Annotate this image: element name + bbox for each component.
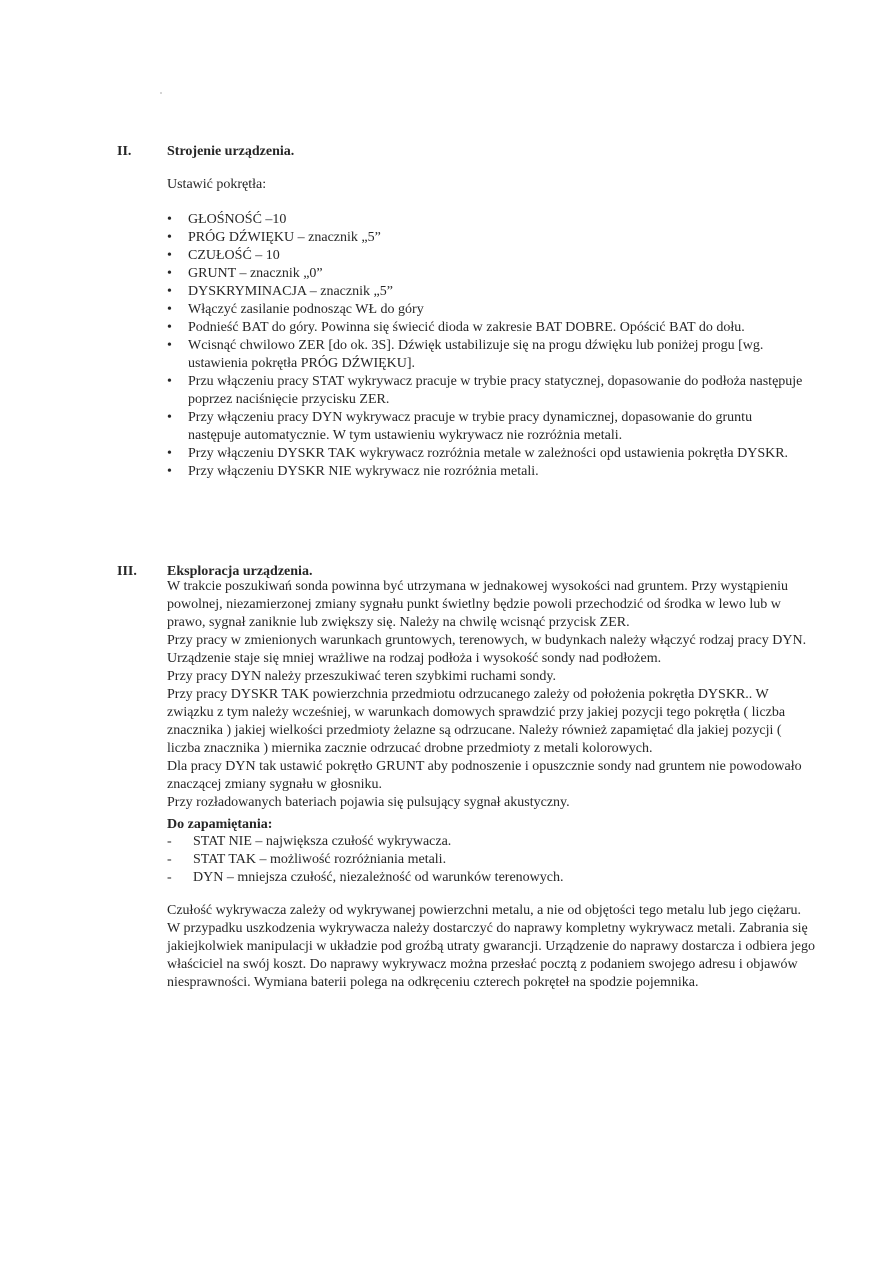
section-2-intro: Ustawić pokrętła: bbox=[167, 177, 267, 192]
section-3-body bbox=[167, 578, 817, 812]
list-item: - DYN – mniejsza czułość, niezależność od warunków terenowych. bbox=[167, 869, 563, 887]
paragraph: Przy pracy DYSKR TAK powierzchnia przedmiotu odrzucanego zależy od położenia pokrętła DYSKR.. W związku z tym należy wcześniej, w warunkach domowych sprawdzić przy jakiej pozycji tego pokrętła ( liczba znacznika ) jakiej wielkości przedmioty żelazne są odrzucane. Należy również zapamiętać dla jakiej pozycji ( liczba znacznika ) miernika zacznie odrzucać drobne przedmioty z metali kolorowych. bbox=[167, 687, 786, 756]
list-item: • Podnieść BAT do góry. Powinna się świecić dioda w zakresie BAT DOBRE. Opóścić BAT do dołu. bbox=[167, 319, 807, 337]
list-item: • CZUŁOŚĆ – 10 bbox=[167, 247, 807, 265]
remember-list bbox=[167, 833, 563, 887]
list-item: • Włączyć zasilanie podnosząc WŁ do góry bbox=[167, 301, 807, 319]
paragraph: Dla pracy DYN tak ustawić pokrętło GRUNT aby podnoszenie i opuszcznie sondy nad gruntem nie powodowało znaczącej zmiany sygnału w głosniku. bbox=[167, 759, 802, 792]
list-item: - STAT NIE – największa czułość wykrywacza. bbox=[167, 833, 563, 851]
list-item: • Przy włączeniu DYSKR NIE wykrywacz nie rozróżnia metali. bbox=[167, 463, 807, 481]
paragraph: Przy rozładowanych bateriach pojawia się pulsujący sygnał akustyczny. bbox=[167, 795, 570, 810]
section-2-number: II. bbox=[117, 144, 132, 159]
list-item: • Przy włączeniu pracy DYN wykrywacz pracuje w trybie pracy dynamicznej, dopasowanie do gruntu następuje automatycznie. W tym ustawieniu wykrywacz nie rozróżnia metali. bbox=[167, 409, 807, 445]
list-item: • Przy włączeniu DYSKR TAK wykrywacz rozróżnia metale w zależności opd ustawienia pokrętła DYSKR. bbox=[167, 445, 807, 463]
list-item: • GŁOŚNOŚĆ –10 bbox=[167, 211, 807, 229]
paragraph: Przy pracy DYN należy przeszukiwać teren szybkimi ruchami sondy. bbox=[167, 669, 557, 684]
section-3-title: Eksploracja urządzenia. bbox=[167, 564, 313, 579]
scan-speck bbox=[160, 92, 162, 94]
list-item: • PRÓG DŹWIĘKU – znacznik „5” bbox=[167, 229, 807, 247]
list-item: • Przu włączeniu pracy STAT wykrywacz pracuje w trybie pracy statycznej, dopasowanie do podłoża następuje poprzez naciśnięcie przycisku ZER. bbox=[167, 373, 807, 409]
paragraph: W przypadku uszkodzenia wykrywacza należy dostarczyć do naprawy kompletny wykrywacz metali. Zabrania się jakiejkolwiek manipulacji w układzie pod groźbą utraty gwarancji. Urządzenie do naprawy dostarcza i odbiera jego właściciel na swój koszt. Do naprawy wykrywacz można przesłać pocztą z podaniem swojego adresu i objawów niesprawności. Wymiana baterii polega na odkręceniu czterech pokręteł na spodzie pojemnika. bbox=[167, 921, 816, 990]
list-item: • Wcisnąć chwilowo ZER [do ok. 3S]. Dźwięk ustabilizuje się na progu dźwięku lub poniżej progu [wg. ustawienia pokrętła PRÓG DŹWIĘKU]. bbox=[167, 337, 807, 373]
paragraph: Czułość wykrywacza zależy od wykrywanej powierzchni metalu, a nie od objętości tego metalu lub jego ciężaru. bbox=[167, 903, 802, 918]
closing-notes bbox=[167, 902, 817, 992]
list-item: • GRUNT – znacznik „0” bbox=[167, 265, 807, 283]
section-2-title: Strojenie urządzenia. bbox=[167, 144, 295, 159]
paragraph: Przy pracy w zmienionych warunkach gruntowych, terenowych, w budynkach należy włączyć rodzaj pracy DYN. Urządzenie staje się mniej wrażliwe na rodzaj podłoża i wysokość sondy nad podłożem. bbox=[167, 633, 807, 666]
remember-heading: Do zapamiętania: bbox=[167, 817, 273, 832]
paragraph: W trakcie poszukiwań sonda powinna być utrzymana w jednakowej wysokości nad gruntem. Przy wystąpieniu powolnej, niezamierzonej zmiany sygnału punkt świetlny będzie powoli przechodzić od środka w lewo lub w prawo, sygnał zaniknie lub zwiększy się. Należy na chwilę wcisnąć przycisk ZER. bbox=[167, 579, 789, 630]
list-item: - STAT TAK – możliwość rozróżniania metali. bbox=[167, 851, 563, 869]
settings-bullet-list bbox=[167, 211, 807, 481]
list-item: • DYSKRYMINACJA – znacznik „5” bbox=[167, 283, 807, 301]
section-3-number: III. bbox=[117, 564, 137, 579]
